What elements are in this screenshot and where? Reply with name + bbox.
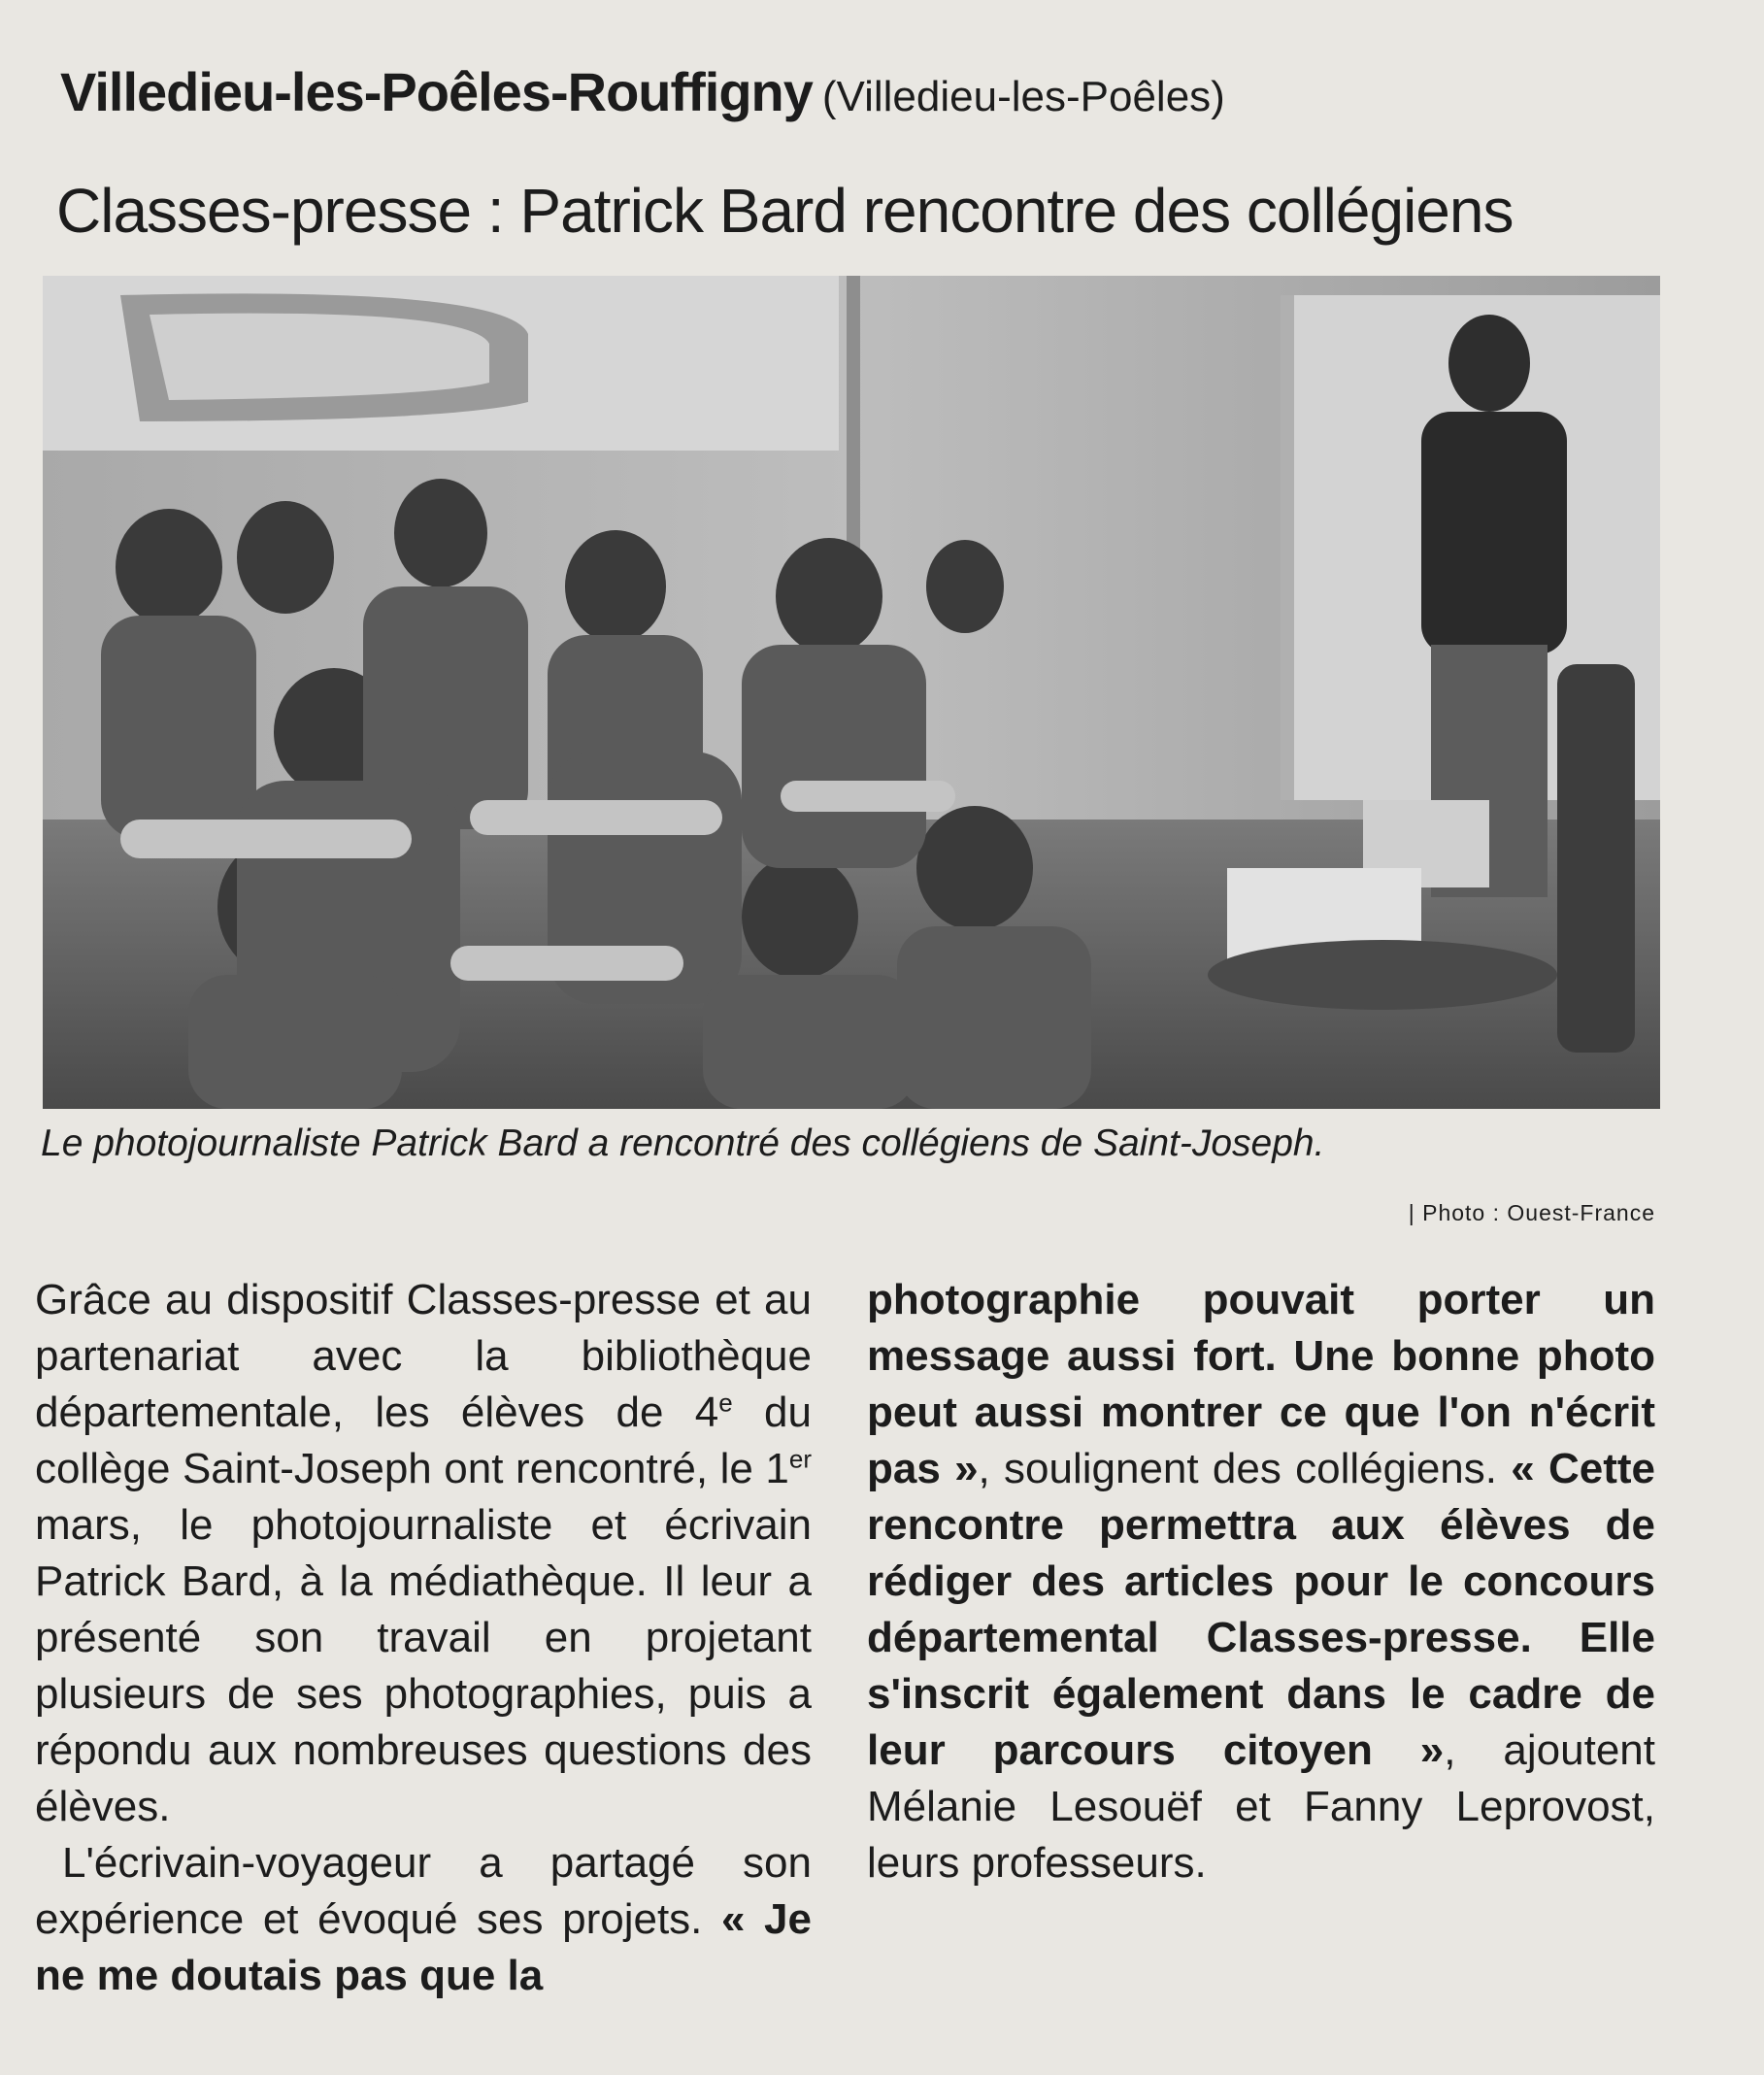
- locality-header: [60, 60, 1225, 123]
- photo-credit: | Photo : Ouest-France: [1408, 1200, 1655, 1225]
- article-column-right: [867, 1272, 1655, 1891]
- quote-students: « Je ne me doutais pas que la: [35, 1895, 812, 1999]
- locality-subtitle: (Villedieu-les-Poêles): [821, 73, 1225, 120]
- locality-name: Villedieu-les-Poêles-Rouffigny: [60, 61, 813, 122]
- body-paragraph-2: L'écrivain-voyageur a partagé son expérience et évoqué ses projets. « Je ne me doutais pas que la: [35, 1839, 812, 1999]
- classroom-photo-illustration: [43, 276, 1660, 1109]
- body-paragraph-1: Grâce au dispositif Classes-presse et au partenariat avec la bibliothèque départementale, les élèves de 4e du collège Saint-Joseph ont rencontré, le 1er mars, le photojournaliste et écrivain Patrick Bard, à la médiathèque. Il leur a présenté son travail en projetant plusieurs de ses photographies, puis a répondu aux nombreuses questions des élèves.: [35, 1276, 812, 1830]
- body-paragraph-2-continued: photographie pouvait porter un message aussi fort. Une bonne photo peut aussi montrer ce que l'on n'écrit pas », soulignent des collégiens. « Cette rencontre permettra aux élèves de rédiger des articles pour le concours départemental Classes-presse. Elle s'inscrit également dans le cadre de leur parcours citoyen », ajoutent Mélanie Lesouëf et Fanny Leprovost, leurs professeurs.: [867, 1276, 1656, 1887]
- article-photo: [43, 276, 1660, 1109]
- photo-caption: Le photojournaliste Patrick Bard a rencontré des collégiens de Saint-Joseph.: [41, 1122, 1325, 1164]
- article-column-left: [35, 1272, 812, 2004]
- article-headline: Classes-presse : Patrick Bard rencontre des collégiens: [56, 176, 1514, 246]
